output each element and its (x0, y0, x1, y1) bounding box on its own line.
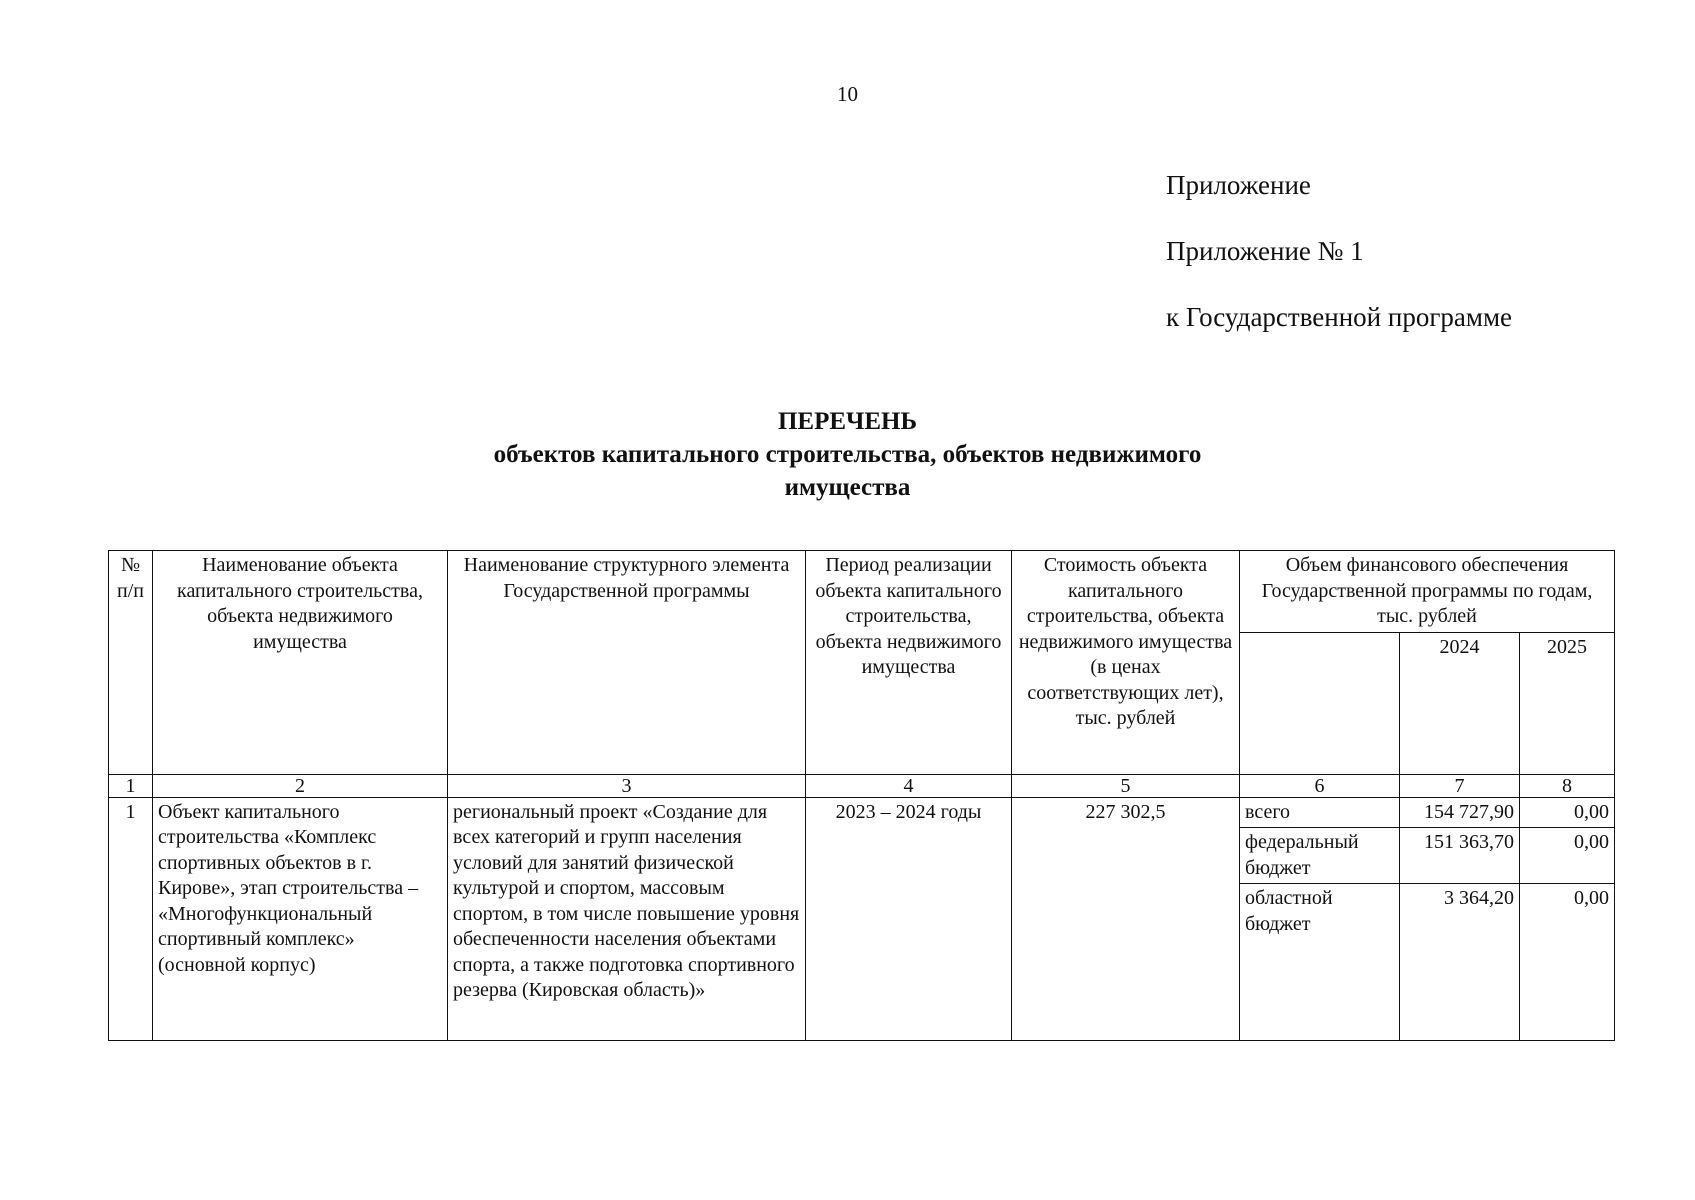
column-number: 4 (806, 774, 1012, 797)
row-period: 2023 – 2024 годы (806, 797, 1012, 1041)
column-number: 7 (1400, 774, 1520, 797)
objects-table (108, 550, 1615, 1041)
row-element-name: региональный проект «Создание для всех категорий и групп населения условий для занятий физической культурой и спортом, массовым спортом, в том числе повышение уровня обеспеченности населения объектами спорта, а также подготовка спортивного резерва (Кировская область)» (448, 797, 806, 1041)
source-value-2024: 151 363,70 (1400, 828, 1520, 884)
header-object-name: Наименование объекта капитального строительства, объекта недвижимого имущества (153, 551, 448, 775)
source-value-2024: 154 727,90 (1400, 797, 1520, 828)
header-period: Период реализации объекта капитального строительства, объекта недвижимого имущества (806, 551, 1012, 775)
appendix-reference: к Государственной программе (1166, 302, 1513, 332)
row-object-name: Объект капитального строительства «Комплекс спортивных объектов в г. Кирове», этап строительства – «Многофункциональный спортивный комплекс» (основной корпус) (153, 797, 448, 1041)
header-year-2025: 2025 (1520, 632, 1615, 774)
source-value-2025: 0,00 (1520, 797, 1615, 828)
row-cost: 227 302,5 (1012, 797, 1240, 1041)
source-value-2025: 0,00 (1520, 828, 1615, 884)
column-number: 8 (1520, 774, 1615, 797)
table-row (109, 797, 1615, 828)
header-num: № п/п (109, 551, 153, 775)
header-year-2024: 2024 (1400, 632, 1520, 774)
column-numbers-row (109, 774, 1615, 797)
column-number: 2 (153, 774, 448, 797)
appendix-label: Приложение (1166, 170, 1311, 200)
header-row (109, 551, 1615, 633)
source-name: областной бюджет (1240, 884, 1400, 1041)
source-name: всего (1240, 797, 1400, 828)
column-number: 3 (448, 774, 806, 797)
column-number: 5 (1012, 774, 1240, 797)
title-main: ПЕРЕЧЕНЬ (777, 408, 918, 435)
document-title (0, 405, 1695, 504)
header-source-empty (1240, 632, 1400, 774)
header-financing: Объем финансового обеспечения Государственной программы по годам, тыс. рублей (1240, 551, 1615, 633)
header-element-name: Наименование структурного элемента Государственной программы (448, 551, 806, 775)
title-subtitle: объектов капитального строительства, объектов недвижимого имущества (493, 441, 1202, 501)
appendix-number: Приложение № 1 (1166, 236, 1364, 266)
page-number: 10 (837, 82, 858, 106)
source-value-2025: 0,00 (1520, 884, 1615, 1041)
header-cost: Стоимость объекта капитального строительства, объекта недвижимого имущества (в ценах соответствующих лет), тыс. рублей (1012, 551, 1240, 775)
source-name: федеральный бюджет (1240, 828, 1400, 884)
column-number: 6 (1240, 774, 1400, 797)
column-number: 1 (109, 774, 153, 797)
source-value-2024: 3 364,20 (1400, 884, 1520, 1041)
row-num: 1 (109, 797, 153, 1041)
